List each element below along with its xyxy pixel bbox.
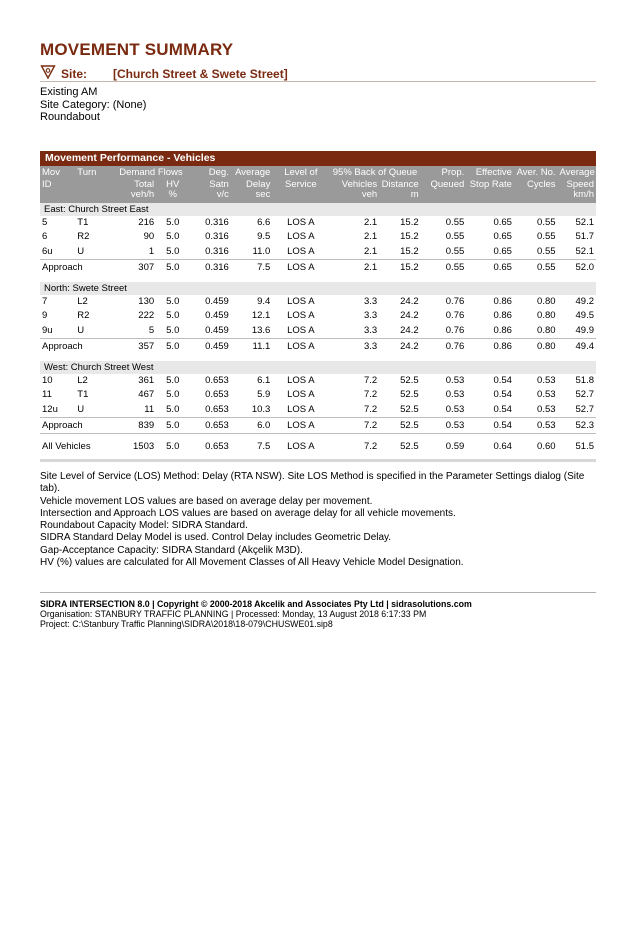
note-line: HV (%) values are calculated for All Movement Classes of All Heavy Vehicle Model Designation. xyxy=(40,557,464,569)
table-cell: LOS A xyxy=(287,389,315,400)
table-cell: 0.459 xyxy=(205,295,229,307)
table-cell: 49.4 xyxy=(558,339,596,355)
table-cell: 0.653 xyxy=(205,374,229,386)
col-delay-h2: Delay sec xyxy=(231,180,272,203)
table-cell: 0.55 xyxy=(421,260,467,276)
table-cell: 0.55 xyxy=(445,231,465,242)
table-cell: U xyxy=(77,245,85,257)
table-cell: 0.76 xyxy=(445,324,465,336)
table-cell: 9.4 xyxy=(257,295,271,307)
table-cell: 3.3 xyxy=(329,339,379,355)
table-row xyxy=(40,245,596,260)
table-cell: 11.1 xyxy=(231,339,272,355)
table-cell: 0.80 xyxy=(537,295,556,307)
table-cell: 3.3 xyxy=(363,295,378,307)
table-cell: 52.5 xyxy=(400,403,419,415)
table-cell: 0.53 xyxy=(445,403,465,415)
table-cell: 52.5 xyxy=(379,434,420,460)
site-name: [Church Street & Swete Street] xyxy=(113,67,288,81)
table-cell: 0.54 xyxy=(493,389,512,400)
table-cell: 0.55 xyxy=(537,216,556,228)
table-cell: R2 xyxy=(77,231,90,242)
table-cell: 6u xyxy=(42,245,53,257)
table-cell: 51.7 xyxy=(575,231,594,242)
table-row xyxy=(40,309,596,324)
table-cell: 52.5 xyxy=(400,374,419,386)
control-type: Roundabout xyxy=(40,111,100,123)
table-cell: U xyxy=(77,403,85,415)
table-cell: 1 xyxy=(148,245,155,257)
col-deg-h1: Deg. xyxy=(189,166,230,180)
col-prop-h1: Prop. xyxy=(421,166,467,180)
table-cell: T1 xyxy=(77,389,89,400)
table-cell: 0.54 xyxy=(493,374,512,386)
col-back-of-queue: 95% Back of Queue xyxy=(329,166,420,180)
table-cell: LOS A xyxy=(287,245,315,257)
table-cell: 5.0 xyxy=(166,389,180,400)
table-cell: 0.53 xyxy=(421,418,467,434)
table-cell: 0.65 xyxy=(493,216,512,228)
table-cell: 52.3 xyxy=(558,418,596,434)
note-line: Intersection and Approach LOS values are based on average delay for all vehicle movements. xyxy=(40,507,456,519)
table-cell: 7 xyxy=(42,295,48,307)
table-row xyxy=(40,388,596,403)
col-prop-h2: Queued xyxy=(421,180,467,203)
table-cell: 6.1 xyxy=(257,374,271,386)
table-cell: 9.5 xyxy=(257,231,271,242)
table-cell: 7.2 xyxy=(329,434,379,460)
table-row xyxy=(40,216,596,231)
col-deg-h2: Satn v/c xyxy=(189,180,230,203)
table-cell: 5.0 xyxy=(156,260,189,276)
approach-row xyxy=(40,260,596,276)
table-cell: LOS A xyxy=(287,216,315,228)
roundabout-triangle-icon xyxy=(40,64,56,80)
table-cell: 5 xyxy=(42,216,48,228)
table-cell: 467 xyxy=(138,389,155,400)
table-cell: 0.80 xyxy=(537,324,556,336)
notes xyxy=(40,471,596,569)
col-distance: Distance m xyxy=(379,180,420,203)
table-cell: 0.316 xyxy=(189,260,230,276)
table-cell: 51.8 xyxy=(575,374,594,386)
footer-project: Project: C:\Stanbury Traffic Planning\SIDRA\2018\18-079\CHUSWE01.sip8 xyxy=(40,619,333,629)
table-cell: 0.59 xyxy=(421,434,467,460)
table-cell: 24.2 xyxy=(400,310,419,321)
approach-label: Approach xyxy=(40,260,113,276)
approach-group-header xyxy=(40,203,596,216)
col-mov-h2: ID xyxy=(40,180,75,203)
table-cell: LOS A xyxy=(287,295,315,307)
table-cell: LOS A xyxy=(272,418,329,434)
table-cell: 5.0 xyxy=(166,403,180,415)
note-line: SIDRA Standard Delay Model is used. Control Delay includes Geometric Delay. xyxy=(40,532,392,544)
col-cycles-h1: Aver. No. xyxy=(514,166,558,180)
table-cell: 24.2 xyxy=(400,324,419,336)
table-cell: LOS A xyxy=(272,339,329,355)
table-cell: 15.2 xyxy=(400,245,419,257)
approach-group-header xyxy=(40,361,596,374)
table-cell: 12.1 xyxy=(251,310,271,321)
col-los-h1: Level of xyxy=(272,166,329,180)
table-cell: 9 xyxy=(42,310,48,321)
table-end-bar xyxy=(40,459,596,462)
table-cell: 0.55 xyxy=(445,216,465,228)
table-cell: 0.459 xyxy=(205,324,229,336)
table-cell: 0.80 xyxy=(514,339,558,355)
approach-label: Approach xyxy=(40,339,113,355)
col-los-h2: Service xyxy=(272,180,329,203)
table-cell: 5 xyxy=(148,324,155,336)
data-table xyxy=(40,166,596,462)
table-cell: 0.76 xyxy=(421,339,467,355)
table-cell: LOS A xyxy=(287,403,315,415)
table-cell: LOS A xyxy=(272,434,329,460)
table-cell: 0.653 xyxy=(189,434,230,460)
site-meta xyxy=(40,86,146,124)
table-cell: 7.2 xyxy=(329,418,379,434)
table-cell: 0.55 xyxy=(537,231,556,242)
table-cell: 5.0 xyxy=(166,324,180,336)
table-cell: 0.55 xyxy=(514,260,558,276)
table-cell: 0.55 xyxy=(537,245,556,257)
table-cell: 7.5 xyxy=(231,260,272,276)
table-cell: 0.53 xyxy=(445,374,465,386)
table-cell: 0.653 xyxy=(205,389,229,400)
table-cell: 130 xyxy=(138,295,155,307)
table-cell: 5.0 xyxy=(166,310,180,321)
table-cell: 0.65 xyxy=(493,231,512,242)
table-cell: 10.3 xyxy=(251,403,271,415)
approach-label: Approach xyxy=(40,418,113,434)
table-cell: 0.76 xyxy=(445,295,465,307)
table-cell: 0.653 xyxy=(205,403,229,415)
table-cell: 0.55 xyxy=(445,245,465,257)
table-cell: 5.0 xyxy=(166,245,180,257)
table-cell: 24.2 xyxy=(400,295,419,307)
table-cell: L2 xyxy=(77,295,88,307)
table-cell: 0.316 xyxy=(205,231,229,242)
table-cell: 10 xyxy=(42,374,53,386)
site-category: Site Category: (None) xyxy=(40,98,147,111)
table-cell: 0.86 xyxy=(493,295,512,307)
table-cell: 11 xyxy=(144,403,155,415)
table-cell: 52.1 xyxy=(575,245,594,257)
table-cell: 6.0 xyxy=(231,418,272,434)
col-mov-h1: Mov xyxy=(40,166,75,180)
table-cell: 49.9 xyxy=(575,324,594,336)
table-cell: 0.65 xyxy=(493,245,512,257)
approach-group-header xyxy=(40,282,596,295)
table-row xyxy=(40,403,596,418)
table-cell: 52.5 xyxy=(379,418,420,434)
table-cell: 52.7 xyxy=(575,403,594,415)
table-cell: 7.2 xyxy=(363,374,378,386)
note-line: Vehicle movement LOS values are based on average delay per movement. xyxy=(40,495,373,507)
table-cell: 15.2 xyxy=(400,231,419,242)
table-cell: 0.316 xyxy=(205,245,229,257)
table-cell: 0.53 xyxy=(537,403,556,415)
table-cell: 3.3 xyxy=(363,324,378,336)
note-line: Gap-Acceptance Capacity: SIDRA Standard (Akçelik M3D). xyxy=(40,544,303,556)
table-cell: 52.5 xyxy=(400,389,419,400)
table-cell: 307 xyxy=(113,260,157,276)
table-row xyxy=(40,295,596,310)
table-cell: 0.459 xyxy=(205,310,229,321)
table-cell: 0.53 xyxy=(537,389,556,400)
table-cell: LOS A xyxy=(287,231,315,242)
all-vehicles-label: All Vehicles xyxy=(40,434,113,460)
table-cell: 15.2 xyxy=(379,260,420,276)
table-cell: 0.64 xyxy=(466,434,514,460)
table-cell: 6.6 xyxy=(257,216,271,228)
table-title: Movement Performance - Vehicles xyxy=(40,151,596,166)
table-cell: 2.1 xyxy=(363,245,378,257)
table-cell: R2 xyxy=(77,310,90,321)
table-end-cell xyxy=(40,459,596,462)
header-row-1 xyxy=(40,166,596,180)
col-eff-h1: Effective xyxy=(466,166,514,180)
table-cell: 0.316 xyxy=(205,216,229,228)
table-cell: U xyxy=(77,324,85,336)
table-cell: 0.86 xyxy=(466,339,514,355)
table-row xyxy=(40,230,596,245)
table-cell: 361 xyxy=(138,374,155,386)
table-cell: 222 xyxy=(138,310,155,321)
table-cell: 51.5 xyxy=(558,434,596,460)
page-title: MOVEMENT SUMMARY xyxy=(40,40,234,59)
table-cell: 0.53 xyxy=(537,374,556,386)
note-line: Roundabout Capacity Model: SIDRA Standard. xyxy=(40,520,248,532)
col-hv: HV % xyxy=(156,180,189,203)
table-cell: 6 xyxy=(42,231,48,242)
table-cell: 11 xyxy=(42,389,52,400)
col-turn-h1: Turn xyxy=(75,166,112,180)
table-cell: 0.53 xyxy=(445,389,465,400)
footer-copyright: SIDRA INTERSECTION 8.0 | Copyright © 2000-2018 Akcelik and Associates Pty Ltd | sidrasolutions.com xyxy=(40,599,472,609)
table-cell: 5.0 xyxy=(166,231,180,242)
site-label: Site: xyxy=(61,67,88,81)
table-cell: 90 xyxy=(143,231,155,242)
table-cell: L2 xyxy=(77,374,88,386)
table-cell: 5.0 xyxy=(156,339,189,355)
movement-performance-table xyxy=(40,151,596,462)
table-cell: 7.2 xyxy=(363,403,378,415)
table-body xyxy=(40,203,596,463)
col-vehicles: Vehicles veh xyxy=(329,180,379,203)
table-cell: 49.2 xyxy=(575,295,594,307)
table-cell: 1503 xyxy=(113,434,157,460)
table-cell: 52.0 xyxy=(558,260,596,276)
table-cell: T1 xyxy=(77,216,89,228)
table-cell: 0.54 xyxy=(466,418,514,434)
site-heading xyxy=(40,64,596,82)
col-total: Total veh/h xyxy=(113,180,157,203)
table-cell: 5.0 xyxy=(156,418,189,434)
group-name: West: Church Street West xyxy=(40,361,596,374)
group-name: North: Swete Street xyxy=(40,282,596,295)
col-delay-h1: Average xyxy=(231,166,272,180)
col-turn-h2 xyxy=(75,180,112,203)
table-cell: 12u xyxy=(42,403,58,415)
table-cell: 9u xyxy=(42,324,53,336)
table-cell: 0.80 xyxy=(537,310,556,321)
table-cell: 11.0 xyxy=(252,245,271,257)
table-cell: 52.1 xyxy=(575,216,594,228)
scenario-name: Existing AM xyxy=(40,86,98,98)
table-row xyxy=(40,374,596,389)
table-cell: 0.54 xyxy=(493,403,512,415)
col-demand-flows: Demand Flows xyxy=(113,166,190,180)
table-cell: 5.9 xyxy=(257,389,271,400)
table-cell: 357 xyxy=(113,339,157,355)
table-cell: LOS A xyxy=(287,310,315,321)
table-cell: 0.76 xyxy=(445,310,465,321)
table-cell: 5.0 xyxy=(166,374,180,386)
table-cell: 2.1 xyxy=(329,260,379,276)
table-cell: 0.653 xyxy=(189,418,230,434)
table-cell: 0.60 xyxy=(514,434,558,460)
table-cell: LOS A xyxy=(287,324,315,336)
table-cell: 2.1 xyxy=(363,231,378,242)
approach-row xyxy=(40,418,596,434)
table-cell: 3.3 xyxy=(363,310,378,321)
table-cell: 49.5 xyxy=(575,310,594,321)
table-row xyxy=(40,324,596,339)
table-cell: LOS A xyxy=(287,374,315,386)
footer-organisation: Organisation: STANBURY TRAFFIC PLANNING | Processed: Monday, 13 August 2018 6:17:33 PM xyxy=(40,609,427,619)
col-eff-h2: Stop Rate xyxy=(466,180,514,203)
table-cell: 839 xyxy=(113,418,157,434)
table-cell: 0.86 xyxy=(493,324,512,336)
footer xyxy=(40,592,596,629)
table-cell: 7.5 xyxy=(231,434,272,460)
table-cell: 15.2 xyxy=(400,216,419,228)
table-cell: 5.0 xyxy=(166,216,180,228)
table-cell: 13.6 xyxy=(251,324,271,336)
table-cell: 5.0 xyxy=(156,434,189,460)
table-cell: 52.7 xyxy=(575,389,594,400)
table-cell: 7.2 xyxy=(363,389,378,400)
table-cell: 0.459 xyxy=(189,339,230,355)
col-speed-h2: Speed km/h xyxy=(558,180,596,203)
table-cell: 24.2 xyxy=(379,339,420,355)
col-cycles-h2: Cycles xyxy=(514,180,558,203)
table-cell: 0.86 xyxy=(493,310,512,321)
group-name: East: Church Street East xyxy=(40,203,596,216)
header-row-2 xyxy=(40,180,596,203)
table-cell: 0.65 xyxy=(466,260,514,276)
table-cell: 2.1 xyxy=(363,216,378,228)
table-cell: 5.0 xyxy=(166,295,180,307)
approach-row xyxy=(40,339,596,355)
table-cell: LOS A xyxy=(272,260,329,276)
col-speed-h1: Average xyxy=(559,167,595,178)
all-vehicles-row xyxy=(40,434,596,460)
table-cell: 0.53 xyxy=(514,418,558,434)
table-cell: 216 xyxy=(138,216,155,228)
note-line: Site Level of Service (LOS) Method: Delay (RTA NSW). Site LOS Method is specified in the Parameter Settings dialog (Site tab). xyxy=(40,471,585,495)
